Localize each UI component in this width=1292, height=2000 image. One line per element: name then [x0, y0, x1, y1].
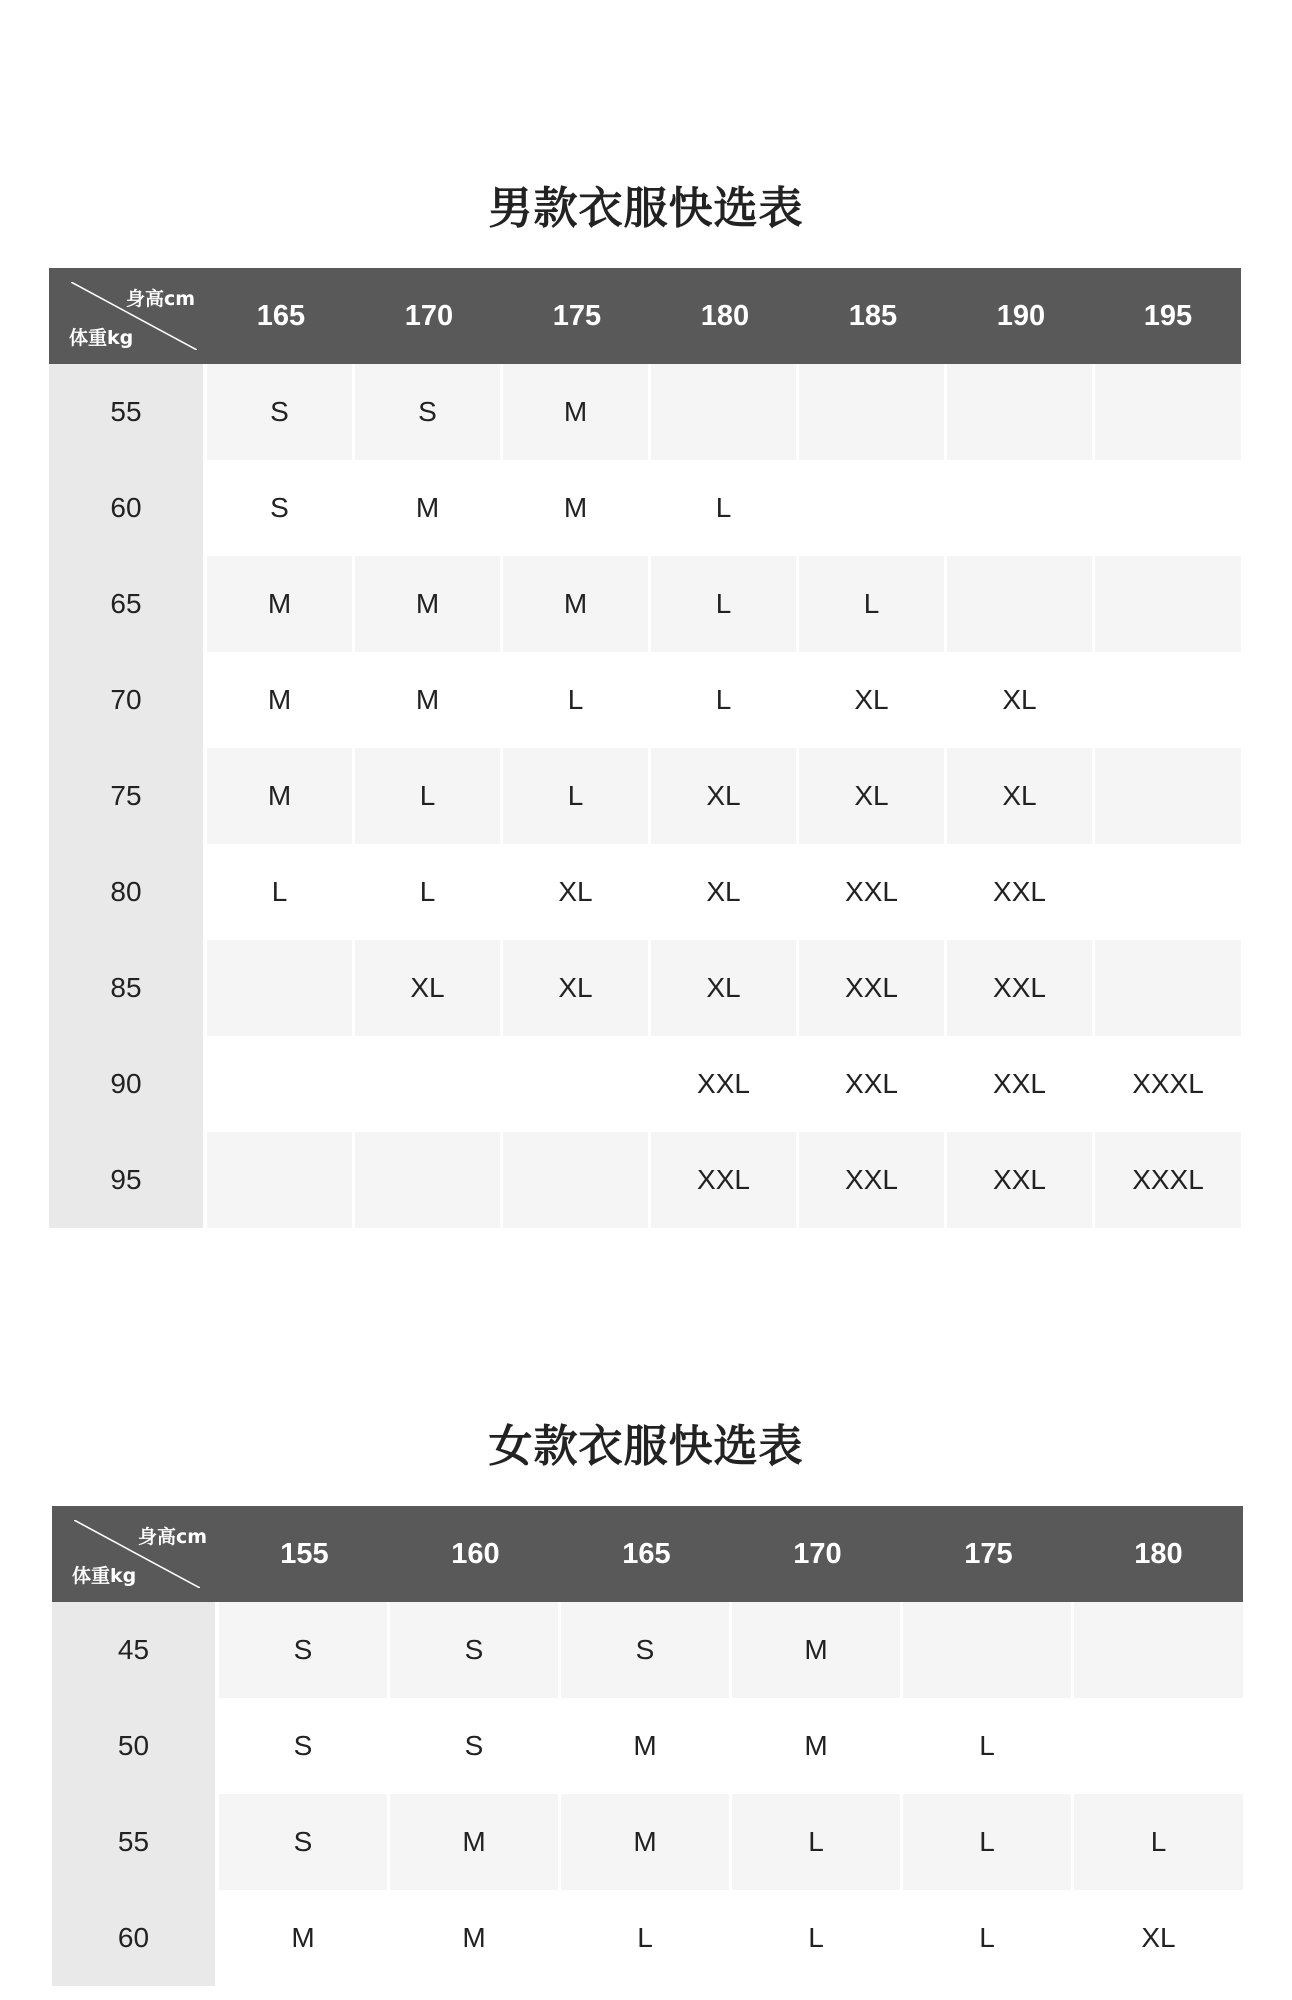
table-row	[52, 1890, 1243, 1986]
size-cell: M	[207, 652, 355, 748]
size-cell: XL	[799, 652, 947, 748]
table-row	[49, 1036, 1241, 1132]
height-header-cell: 170	[732, 1506, 903, 1602]
size-cell: M	[561, 1698, 732, 1794]
size-cell: XL	[651, 748, 799, 844]
size-cell: M	[207, 556, 355, 652]
size-cell: M	[207, 748, 355, 844]
size-cell: S	[561, 1602, 732, 1698]
height-header-cell: 175	[903, 1506, 1074, 1602]
size-cell: XXL	[947, 1036, 1095, 1132]
size-cell: L	[355, 748, 503, 844]
size-cell	[799, 364, 947, 460]
size-cell	[1074, 1602, 1243, 1698]
size-cell: L	[651, 460, 799, 556]
height-header-cell: 170	[355, 268, 503, 364]
size-cell: M	[355, 460, 503, 556]
size-cell: S	[219, 1794, 390, 1890]
height-header-cell: 180	[1074, 1506, 1243, 1602]
size-cell: XXL	[799, 1036, 947, 1132]
size-cell: L	[355, 844, 503, 940]
size-cell	[207, 1036, 355, 1132]
corner-weight-label: 体重kg	[69, 327, 134, 349]
weight-cell: 50	[52, 1698, 219, 1794]
size-cell: XXXL	[1095, 1132, 1241, 1228]
size-cell	[207, 1132, 355, 1228]
size-cell: S	[207, 460, 355, 556]
size-cell: L	[903, 1890, 1074, 1986]
size-cell	[903, 1602, 1074, 1698]
size-cell: XL	[947, 652, 1095, 748]
size-cell: XL	[799, 748, 947, 844]
table-row	[49, 364, 1241, 460]
corner-height-label: 身高cm	[125, 288, 195, 310]
size-cell	[1095, 748, 1241, 844]
height-header-cell: 185	[799, 268, 947, 364]
table-row	[49, 556, 1241, 652]
weight-cell: 85	[49, 940, 207, 1036]
size-cell	[947, 364, 1095, 460]
size-cell: L	[561, 1890, 732, 1986]
women-corner-cell	[52, 1506, 219, 1602]
size-cell: L	[503, 652, 651, 748]
size-cell: M	[355, 556, 503, 652]
size-cell: XXL	[799, 940, 947, 1036]
size-cell: M	[561, 1794, 732, 1890]
size-cell: M	[732, 1698, 903, 1794]
table-row	[49, 748, 1241, 844]
size-cell	[503, 1036, 651, 1132]
size-cell	[799, 460, 947, 556]
size-cell: XXL	[799, 844, 947, 940]
men-size-table	[49, 268, 1241, 1228]
size-cell: S	[355, 364, 503, 460]
size-cell: XL	[947, 748, 1095, 844]
size-cell: M	[503, 364, 651, 460]
size-cell	[1074, 1698, 1243, 1794]
size-cell: M	[503, 460, 651, 556]
size-cell	[1095, 556, 1241, 652]
height-header-cell: 160	[390, 1506, 561, 1602]
size-cell: XXL	[947, 1132, 1095, 1228]
size-cell: XL	[355, 940, 503, 1036]
size-cell	[355, 1132, 503, 1228]
men-table-title: 男款衣服快选表	[488, 183, 804, 234]
table-row	[49, 460, 1241, 556]
weight-cell: 55	[49, 364, 207, 460]
height-header-cell: 165	[207, 268, 355, 364]
weight-cell: 70	[49, 652, 207, 748]
size-cell: XXL	[947, 940, 1095, 1036]
height-header-cell: 190	[947, 268, 1095, 364]
size-cell: L	[799, 556, 947, 652]
size-cell	[1095, 844, 1241, 940]
size-cell: XL	[503, 940, 651, 1036]
men-corner-cell	[49, 268, 207, 364]
size-cell: S	[219, 1698, 390, 1794]
size-cell	[1095, 364, 1241, 460]
size-cell: L	[903, 1794, 1074, 1890]
table-row	[49, 652, 1241, 748]
size-cell	[947, 460, 1095, 556]
size-cell	[1095, 940, 1241, 1036]
size-cell: XXL	[947, 844, 1095, 940]
size-cell: XL	[651, 844, 799, 940]
size-cell	[207, 940, 355, 1036]
height-header-cell: 155	[219, 1506, 390, 1602]
size-cell: S	[390, 1698, 561, 1794]
size-cell: S	[207, 364, 355, 460]
size-cell: XL	[651, 940, 799, 1036]
size-cell: XXL	[651, 1132, 799, 1228]
size-cell: L	[732, 1794, 903, 1890]
size-cell: XXL	[799, 1132, 947, 1228]
height-header-cell: 195	[1095, 268, 1241, 364]
size-cell	[947, 556, 1095, 652]
size-cell	[651, 364, 799, 460]
size-cell: L	[207, 844, 355, 940]
weight-cell: 60	[49, 460, 207, 556]
size-cell: XL	[503, 844, 651, 940]
women-header-row	[52, 1506, 1243, 1602]
women-table-title: 女款衣服快选表	[488, 1421, 804, 1472]
men-header-row	[49, 268, 1241, 364]
size-cell	[503, 1132, 651, 1228]
height-header-cell: 175	[503, 268, 651, 364]
size-cell: L	[732, 1890, 903, 1986]
size-cell	[1095, 460, 1241, 556]
weight-cell: 75	[49, 748, 207, 844]
height-header-cell: 180	[651, 268, 799, 364]
women-size-table	[52, 1506, 1243, 1986]
table-row	[49, 940, 1241, 1036]
weight-cell: 80	[49, 844, 207, 940]
weight-cell: 45	[52, 1602, 219, 1698]
table-row	[52, 1602, 1243, 1698]
size-cell: M	[732, 1602, 903, 1698]
size-cell: S	[390, 1602, 561, 1698]
table-row	[49, 844, 1241, 940]
size-cell: L	[1074, 1794, 1243, 1890]
table-row	[49, 1132, 1241, 1228]
size-cell: XXL	[651, 1036, 799, 1132]
size-cell	[1095, 652, 1241, 748]
weight-cell: 55	[52, 1794, 219, 1890]
table-row	[52, 1794, 1243, 1890]
size-cell: XXXL	[1095, 1036, 1241, 1132]
size-cell: M	[503, 556, 651, 652]
table-row	[52, 1698, 1243, 1794]
height-header-cell: 165	[561, 1506, 732, 1602]
size-cell: XL	[1074, 1890, 1243, 1986]
size-cell: L	[651, 652, 799, 748]
weight-cell: 90	[49, 1036, 207, 1132]
size-cell: L	[903, 1698, 1074, 1794]
weight-cell: 60	[52, 1890, 219, 1986]
weight-cell: 95	[49, 1132, 207, 1228]
size-cell: M	[355, 652, 503, 748]
size-cell	[355, 1036, 503, 1132]
weight-cell: 65	[49, 556, 207, 652]
corner-weight-label: 体重kg	[72, 1565, 137, 1587]
corner-height-label: 身高cm	[137, 1526, 207, 1548]
size-cell: L	[503, 748, 651, 844]
size-cell: M	[390, 1890, 561, 1986]
size-cell: M	[390, 1794, 561, 1890]
size-cell: M	[219, 1890, 390, 1986]
size-cell: L	[651, 556, 799, 652]
size-cell: S	[219, 1602, 390, 1698]
